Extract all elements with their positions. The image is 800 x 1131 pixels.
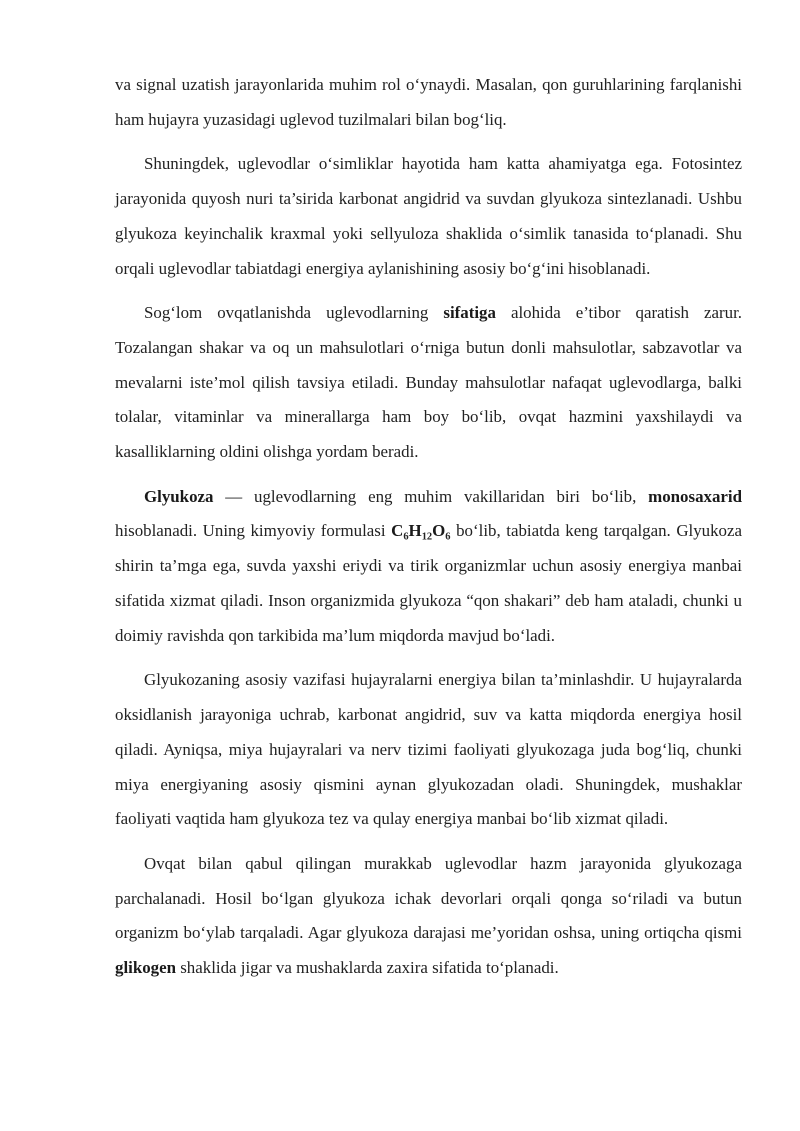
text-run: va signal uzatish jarayonlarida muhim rol o‘ynaydi. Masalan, qon guruhlarining farqlanishi ham hujayra yuzasidagi uglevod tuzilmalari bilan bog‘liq.: [115, 75, 742, 129]
body-paragraph: [115, 847, 742, 986]
body-paragraph: [115, 147, 742, 286]
body-paragraph: [115, 68, 742, 138]
formula-subscript: 12: [421, 532, 433, 543]
body-paragraph: [115, 663, 742, 837]
body-paragraph: [115, 296, 742, 470]
text-run: alohida e’tibor qaratish zarur. Tozalangan shakar va oq un mahsulotlari o‘rniga butun donli mahsulotlar, sabzavotlar va mevalarni iste’mol qilish tavsiya etiladi. Bunday mahsulotlar nafaqat uglevodlarga, balki tolalar, vitaminlar va minerallarga ham boy bo‘lib, ovqat hazmini yaxshilaydi va kasalliklarning oldini olishga yordam beradi.: [115, 302, 742, 462]
text-run: hisoblanadi. Uning kimyoviy formulasi: [115, 521, 392, 541]
text-run: Glyukozaning asosiy vazifasi hujayralarni energiya bilan ta’minlashdir. U hujayralarda oksidlanish jarayoniga uchrab, karbonat angidrid, suv va katta miqdorda energiya hosil qiladi. Ayniqsa, miya hujayralari va nerv tizimi faoliyati glyukozaga juda bog‘liq, chunki miya energiyaning asosiy qismini aynan glyukozadan oladi. Shuningdek, mushaklar faoliyati vaqtida ham glyukoza tez va qulay energiya manbai bo‘lib xizmat qiladi.: [115, 670, 742, 829]
formula-subscript: 6: [403, 532, 409, 543]
bold-term: monosaxarid: [648, 486, 742, 506]
bold-term: H: [408, 521, 422, 541]
body-paragraph: [115, 480, 742, 654]
text-run: shaklida jigar va mushaklarda zaxira sifatida to‘planadi.: [176, 958, 559, 978]
formula-subscript: 6: [445, 532, 451, 543]
bold-term: C: [391, 521, 404, 541]
document-page: [115, 68, 742, 995]
text-run: — uglevodlarning eng muhim vakillaridan biri bo‘lib,: [213, 486, 649, 506]
bold-term: Glyukoza: [144, 486, 214, 506]
bold-term: O: [432, 521, 446, 541]
text-run: Sog‘lom ovqatlanishda uglevodlarning: [144, 302, 444, 322]
bold-term: glikogen: [115, 958, 177, 978]
text-run: Shuningdek, uglevodlar o‘simliklar hayotida ham katta ahamiyatga ega. Fotosintez jarayonida quyosh nuri ta’sirida karbonat angidrid va suvdan glyukoza sintezlanadi. Ushbu glyukoza keyinchalik kraxmal yoki sellyuloza shaklida o‘simlik tanasida to‘planadi. Shu orqali uglevodlar tabiatdagi energiya aylanishining asosiy bo‘g‘ini hisoblanadi.: [115, 154, 742, 278]
text-run: Ovqat bilan qabul qilingan murakkab uglevodlar hazm jarayonida glyukozaga parchalanadi. Hosil bo‘lgan glyukoza ichak devorlari orqali qonga so‘riladi va butun organizm bo‘ylab tarqaladi. Agar glyukoza darajasi me’yoridan oshsa, uning ortiqcha qismi: [115, 853, 742, 943]
bold-term: sifatiga: [443, 302, 496, 322]
text-run: bo‘lib, tabiatda keng tarqalgan. Glyukoza shirin ta’mga ega, suvda yaxshi eriydi va tirik organizmlar uchun asosiy energiya manbai sifatida xizmat qiladi. Inson organizmida glyukoza “qon shakari” deb ham ataladi, chunki u doimiy ravishda qon tarkibida ma’lum miqdorda mavjud bo‘ladi.: [115, 521, 742, 645]
